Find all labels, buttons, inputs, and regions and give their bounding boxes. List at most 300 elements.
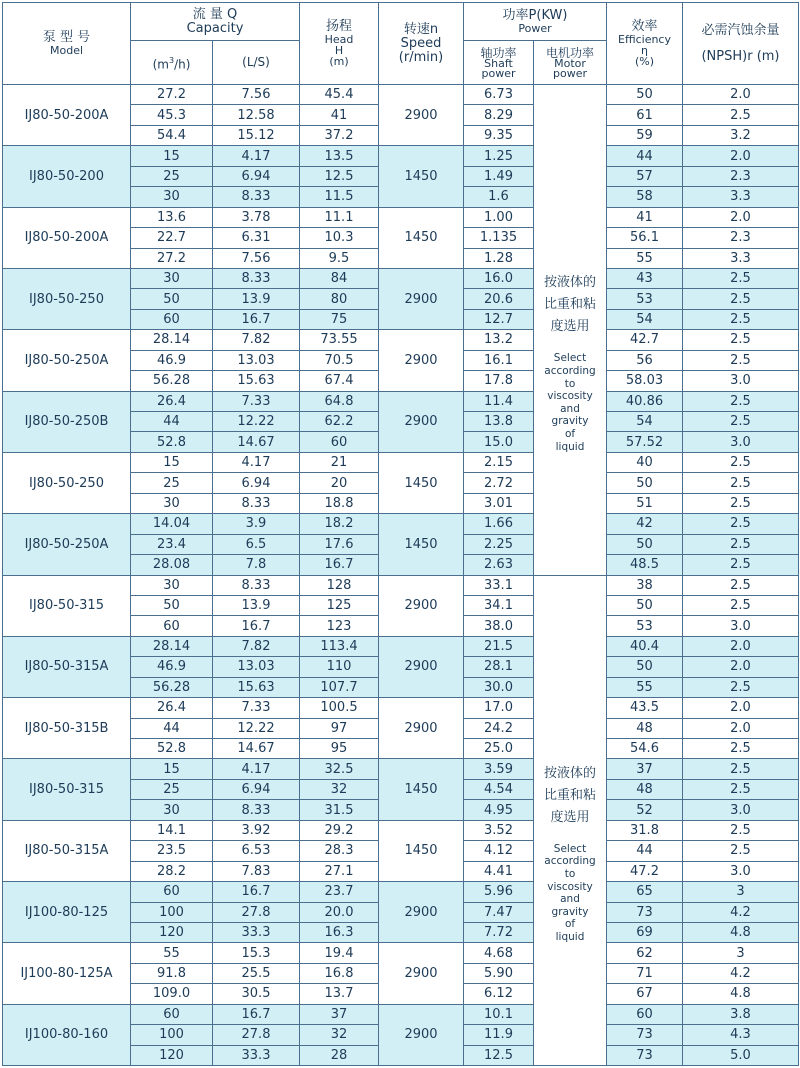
capacity-m3h-cell: 14.04 [131, 514, 213, 534]
npsh-cell: 2.5 [683, 309, 799, 329]
capacity-m3h-cell: 30 [131, 575, 213, 595]
npsh-cell: 3.2 [683, 125, 799, 145]
capacity-ls-cell: 6.53 [213, 841, 300, 861]
motor-power-note [534, 85, 607, 576]
efficiency-cell: 43 [607, 268, 683, 288]
npsh-cell: 2.0 [683, 207, 799, 227]
efficiency-cell: 44 [607, 841, 683, 861]
capacity-ls-cell: 4.17 [213, 759, 300, 779]
header-capacity [131, 3, 300, 41]
model-cell: IJ80-50-250B [3, 391, 131, 452]
capacity-m3h-cell: 109.0 [131, 984, 213, 1004]
capacity-ls-cell: 8.33 [213, 493, 300, 513]
model-cell: IJ80-50-315A [3, 820, 131, 881]
header-motor-en2: power [553, 66, 587, 80]
capacity-ls-cell: 14.67 [213, 739, 300, 759]
capacity-ls-cell: 4.17 [213, 146, 300, 166]
note-en-line: according [544, 855, 596, 868]
npsh-cell: 2.3 [683, 166, 799, 186]
efficiency-cell: 71 [607, 963, 683, 983]
head-cell: 41 [300, 105, 379, 125]
header-power [464, 3, 607, 41]
head-cell: 107.7 [300, 677, 379, 697]
capacity-ls-cell: 13.03 [213, 350, 300, 370]
npsh-cell: 2.5 [683, 514, 799, 534]
header-motor-power [534, 41, 607, 85]
shaft-power-cell: 6.12 [464, 984, 534, 1004]
capacity-ls-cell: 33.3 [213, 1045, 300, 1065]
capacity-ls-cell: 6.94 [213, 473, 300, 493]
npsh-cell: 2.5 [683, 268, 799, 288]
efficiency-cell: 47.2 [607, 861, 683, 881]
capacity-m3h-cell: 30 [131, 187, 213, 207]
shaft-power-cell: 3.52 [464, 820, 534, 840]
efficiency-cell: 50 [607, 534, 683, 554]
efficiency-cell: 41 [607, 207, 683, 227]
header-model [3, 3, 131, 85]
capacity-ls-cell: 7.83 [213, 861, 300, 881]
table-row [3, 820, 799, 840]
npsh-cell: 4.8 [683, 922, 799, 942]
npsh-cell: 3.0 [683, 616, 799, 636]
head-cell: 27.1 [300, 861, 379, 881]
efficiency-cell: 40 [607, 452, 683, 472]
capacity-ls-cell: 16.7 [213, 1004, 300, 1024]
head-cell: 20.0 [300, 902, 379, 922]
header-eff-unit: (%) [634, 55, 655, 68]
note-zh-line: 度选用 [550, 319, 590, 335]
model-cell: IJ100-80-160 [3, 1004, 131, 1065]
head-cell: 100.5 [300, 698, 379, 718]
efficiency-cell: 42 [607, 514, 683, 534]
shaft-power-cell: 4.54 [464, 779, 534, 799]
header-shaft-zh: 轴功率 [480, 45, 517, 60]
npsh-cell: 2.5 [683, 677, 799, 697]
shaft-power-cell: 1.49 [464, 166, 534, 186]
capacity-m3h-cell: 55 [131, 943, 213, 963]
header-npsh-zh: 必需汽蚀余量 [701, 22, 780, 38]
npsh-cell: 3.8 [683, 1004, 799, 1024]
npsh-cell: 2.5 [683, 739, 799, 759]
header-head-unit: (m) [329, 55, 349, 68]
model-cell: IJ80-50-200 [3, 146, 131, 207]
head-cell: 18.2 [300, 514, 379, 534]
header-npsh-en: (NPSH)r (m) [701, 48, 780, 64]
header-npsh [683, 3, 799, 85]
motor-power-note [534, 575, 607, 1066]
speed-cell: 2900 [379, 330, 464, 391]
efficiency-cell: 43.5 [607, 698, 683, 718]
model-cell: IJ100-80-125 [3, 882, 131, 943]
efficiency-cell: 55 [607, 677, 683, 697]
head-cell: 95 [300, 739, 379, 759]
capacity-m3h-cell: 13.6 [131, 207, 213, 227]
capacity-m3h-cell: 52.8 [131, 432, 213, 452]
efficiency-cell: 38 [607, 575, 683, 595]
capacity-m3h-cell: 14.1 [131, 820, 213, 840]
shaft-power-cell: 25.0 [464, 739, 534, 759]
efficiency-cell: 54 [607, 412, 683, 432]
capacity-ls-cell: 8.33 [213, 575, 300, 595]
speed-cell: 1450 [379, 452, 464, 513]
npsh-cell: 2.5 [683, 350, 799, 370]
capacity-ls-cell: 4.17 [213, 452, 300, 472]
efficiency-cell: 58 [607, 187, 683, 207]
shaft-power-cell: 1.00 [464, 207, 534, 227]
capacity-m3h-cell: 56.28 [131, 371, 213, 391]
capacity-m3h-cell: 52.8 [131, 739, 213, 759]
shaft-power-cell: 3.01 [464, 493, 534, 513]
npsh-cell: 2.5 [683, 575, 799, 595]
efficiency-cell: 67 [607, 984, 683, 1004]
npsh-cell: 2.5 [683, 412, 799, 432]
table-row [3, 391, 799, 411]
head-cell: 80 [300, 289, 379, 309]
capacity-ls-cell: 6.31 [213, 228, 300, 248]
npsh-cell: 2.0 [683, 636, 799, 656]
note-en-line: and [560, 402, 580, 415]
head-cell: 11.1 [300, 207, 379, 227]
npsh-cell: 2.0 [683, 718, 799, 738]
header-eff-sym: η [641, 44, 648, 57]
shaft-power-cell: 7.47 [464, 902, 534, 922]
note-en-line: gravity [551, 415, 589, 428]
npsh-cell: 2.0 [683, 657, 799, 677]
model-cell: IJ80-50-250A [3, 330, 131, 391]
efficiency-cell: 40.4 [607, 636, 683, 656]
shaft-power-cell: 11.9 [464, 1025, 534, 1045]
capacity-m3h-cell: 46.9 [131, 657, 213, 677]
speed-cell: 2900 [379, 1004, 464, 1065]
efficiency-cell: 50 [607, 85, 683, 105]
npsh-cell: 2.5 [683, 473, 799, 493]
shaft-power-cell: 10.1 [464, 1004, 534, 1024]
speed-cell: 1450 [379, 514, 464, 575]
unit-m3h-post: /h) [174, 57, 191, 72]
header-shaft-en2: power [481, 66, 516, 80]
capacity-m3h-cell: 56.28 [131, 677, 213, 697]
efficiency-cell: 59 [607, 125, 683, 145]
header-capacity-en: Capacity [186, 20, 244, 36]
capacity-ls-cell: 13.03 [213, 657, 300, 677]
npsh-cell: 4.3 [683, 1025, 799, 1045]
capacity-m3h-cell: 44 [131, 412, 213, 432]
head-cell: 75 [300, 309, 379, 329]
note-en-line: viscosity [547, 390, 593, 403]
head-cell: 11.5 [300, 187, 379, 207]
capacity-ls-cell: 33.3 [213, 922, 300, 942]
note-en-line: and [560, 893, 580, 906]
capacity-ls-cell: 12.22 [213, 412, 300, 432]
npsh-cell: 3.0 [683, 432, 799, 452]
capacity-ls-cell: 3.9 [213, 514, 300, 534]
capacity-ls-cell: 7.33 [213, 698, 300, 718]
head-cell: 12.5 [300, 166, 379, 186]
efficiency-cell: 57 [607, 166, 683, 186]
capacity-m3h-cell: 60 [131, 309, 213, 329]
note-en-line: according [544, 364, 596, 377]
header-motor-en1: Motor [554, 56, 586, 70]
capacity-ls-cell: 12.22 [213, 718, 300, 738]
capacity-m3h-cell: 28.08 [131, 555, 213, 575]
table-row [3, 452, 799, 472]
note-en-line: gravity [551, 905, 589, 918]
shaft-power-cell: 1.28 [464, 248, 534, 268]
speed-cell: 2900 [379, 85, 464, 146]
shaft-power-cell: 24.2 [464, 718, 534, 738]
efficiency-cell: 58.03 [607, 371, 683, 391]
head-cell: 62.2 [300, 412, 379, 432]
capacity-m3h-cell: 25 [131, 779, 213, 799]
npsh-cell: 2.5 [683, 759, 799, 779]
model-cell: IJ80-50-315 [3, 575, 131, 636]
note-zh-line: 按液体的 [543, 765, 596, 781]
npsh-cell: 2.5 [683, 493, 799, 513]
capacity-ls-cell: 7.56 [213, 248, 300, 268]
table-body [3, 85, 799, 1066]
efficiency-cell: 60 [607, 1004, 683, 1024]
capacity-m3h-cell: 28.2 [131, 861, 213, 881]
capacity-ls-cell: 15.63 [213, 677, 300, 697]
efficiency-cell: 40.86 [607, 391, 683, 411]
head-cell: 9.5 [300, 248, 379, 268]
shaft-power-cell: 9.35 [464, 125, 534, 145]
shaft-power-cell: 1.25 [464, 146, 534, 166]
note-en-line: liquid [555, 440, 585, 453]
capacity-m3h-cell: 100 [131, 902, 213, 922]
speed-cell: 2900 [379, 636, 464, 697]
npsh-cell: 2.5 [683, 820, 799, 840]
table-header [3, 3, 799, 85]
npsh-cell: 2.5 [683, 391, 799, 411]
note-zh-line: 比重和粘 [543, 787, 596, 803]
speed-cell: 1450 [379, 820, 464, 881]
shaft-power-cell: 17.8 [464, 371, 534, 391]
capacity-ls-cell: 13.9 [213, 595, 300, 615]
shaft-power-cell: 2.25 [464, 534, 534, 554]
speed-cell: 1450 [379, 759, 464, 820]
shaft-power-cell: 4.68 [464, 943, 534, 963]
efficiency-cell: 61 [607, 105, 683, 125]
capacity-m3h-cell: 50 [131, 289, 213, 309]
capacity-m3h-cell: 27.2 [131, 248, 213, 268]
npsh-cell: 3 [683, 943, 799, 963]
shaft-power-cell: 3.59 [464, 759, 534, 779]
capacity-ls-cell: 8.33 [213, 268, 300, 288]
capacity-m3h-cell: 15 [131, 759, 213, 779]
efficiency-cell: 42.7 [607, 330, 683, 350]
efficiency-cell: 51 [607, 493, 683, 513]
npsh-cell: 2.5 [683, 289, 799, 309]
head-cell: 60 [300, 432, 379, 452]
capacity-m3h-cell: 25 [131, 473, 213, 493]
efficiency-cell: 73 [607, 902, 683, 922]
capacity-m3h-cell: 23.5 [131, 841, 213, 861]
capacity-ls-cell: 6.94 [213, 166, 300, 186]
note-zh-line: 按液体的 [543, 275, 596, 291]
shaft-power-cell: 2.72 [464, 473, 534, 493]
note-en-line: of [564, 427, 576, 440]
speed-cell: 2900 [379, 575, 464, 636]
npsh-cell: 2.5 [683, 779, 799, 799]
capacity-ls-cell: 7.33 [213, 391, 300, 411]
head-cell: 110 [300, 657, 379, 677]
capacity-ls-cell: 12.58 [213, 105, 300, 125]
head-cell: 16.3 [300, 922, 379, 942]
header-speed-unit: (r/min) [398, 49, 444, 65]
head-cell: 20 [300, 473, 379, 493]
shaft-power-cell: 20.6 [464, 289, 534, 309]
header-efficiency [607, 3, 683, 85]
efficiency-cell: 31.8 [607, 820, 683, 840]
npsh-cell: 5.0 [683, 1045, 799, 1065]
shaft-power-cell: 11.4 [464, 391, 534, 411]
note-en-line: Select [553, 352, 587, 365]
capacity-m3h-cell: 30 [131, 800, 213, 820]
model-cell: IJ80-50-250 [3, 452, 131, 513]
capacity-m3h-cell: 23.4 [131, 534, 213, 554]
capacity-ls-cell: 16.7 [213, 882, 300, 902]
shaft-power-cell: 4.95 [464, 800, 534, 820]
head-cell: 37.2 [300, 125, 379, 145]
capacity-ls-cell: 3.92 [213, 820, 300, 840]
note-en-line: to [564, 868, 576, 881]
model-cell: IJ80-50-200A [3, 207, 131, 268]
head-cell: 17.6 [300, 534, 379, 554]
shaft-power-cell: 5.90 [464, 963, 534, 983]
model-cell: IJ80-50-315A [3, 636, 131, 697]
npsh-cell: 2.0 [683, 146, 799, 166]
efficiency-cell: 54.6 [607, 739, 683, 759]
capacity-m3h-cell: 60 [131, 616, 213, 636]
npsh-cell: 2.5 [683, 105, 799, 125]
header-head-zh: 扬程 [325, 19, 352, 34]
header-head-sym: H [334, 44, 344, 57]
pump-performance-table [2, 2, 799, 1066]
capacity-ls-cell: 16.7 [213, 309, 300, 329]
efficiency-cell: 48 [607, 718, 683, 738]
shaft-power-cell: 12.7 [464, 309, 534, 329]
head-cell: 18.8 [300, 493, 379, 513]
speed-cell: 1450 [379, 146, 464, 207]
shaft-power-cell: 30.0 [464, 677, 534, 697]
capacity-m3h-cell: 44 [131, 718, 213, 738]
efficiency-cell: 56.1 [607, 228, 683, 248]
npsh-cell: 3.3 [683, 248, 799, 268]
shaft-power-cell: 4.41 [464, 861, 534, 881]
capacity-ls-cell: 7.8 [213, 555, 300, 575]
head-cell: 45.4 [300, 85, 379, 105]
head-cell: 23.7 [300, 882, 379, 902]
capacity-ls-cell: 16.7 [213, 616, 300, 636]
header-speed-zh: 转速n [403, 21, 439, 37]
capacity-ls-cell: 7.82 [213, 330, 300, 350]
capacity-m3h-cell: 15 [131, 146, 213, 166]
head-cell: 128 [300, 575, 379, 595]
header-capacity-zh: 流 量 Q [192, 6, 238, 22]
speed-cell: 1450 [379, 207, 464, 268]
head-cell: 37 [300, 1004, 379, 1024]
capacity-m3h-cell: 60 [131, 1004, 213, 1024]
capacity-ls-cell: 30.5 [213, 984, 300, 1004]
shaft-power-cell: 28.1 [464, 657, 534, 677]
speed-cell: 2900 [379, 882, 464, 943]
unit-m3h-sup: 3 [168, 55, 175, 65]
efficiency-cell: 55 [607, 248, 683, 268]
efficiency-cell: 56 [607, 350, 683, 370]
model-cell: IJ80-50-315 [3, 759, 131, 820]
header-shaft-power [464, 41, 534, 85]
efficiency-cell: 73 [607, 1025, 683, 1045]
shaft-power-cell: 13.2 [464, 330, 534, 350]
header-power-en: Power [518, 22, 552, 35]
capacity-ls-cell: 15.12 [213, 125, 300, 145]
capacity-m3h-cell: 15 [131, 452, 213, 472]
head-cell: 16.8 [300, 963, 379, 983]
npsh-cell: 4.2 [683, 902, 799, 922]
capacity-m3h-cell: 26.4 [131, 391, 213, 411]
capacity-ls-cell: 7.56 [213, 85, 300, 105]
note-en-line: viscosity [547, 880, 593, 893]
head-cell: 113.4 [300, 636, 379, 656]
header-power-zh: 功率P(KW) [502, 8, 568, 23]
table-row [3, 207, 799, 227]
shaft-power-cell: 1.66 [464, 514, 534, 534]
efficiency-cell: 52 [607, 800, 683, 820]
capacity-ls-cell: 3.78 [213, 207, 300, 227]
capacity-m3h-cell: 120 [131, 922, 213, 942]
npsh-cell: 2.5 [683, 595, 799, 615]
npsh-cell: 3.3 [683, 187, 799, 207]
header-shaft-en1: Shaft [484, 56, 513, 70]
shaft-power-cell: 12.5 [464, 1045, 534, 1065]
head-cell: 13.7 [300, 984, 379, 1004]
capacity-ls-cell: 6.5 [213, 534, 300, 554]
head-cell: 10.3 [300, 228, 379, 248]
table-row [3, 636, 799, 656]
capacity-m3h-cell: 30 [131, 493, 213, 513]
head-cell: 97 [300, 718, 379, 738]
header-head [300, 3, 379, 85]
note-zh-line: 度选用 [550, 809, 590, 825]
shaft-power-cell: 13.8 [464, 412, 534, 432]
shaft-power-cell: 34.1 [464, 595, 534, 615]
npsh-cell: 2.3 [683, 228, 799, 248]
capacity-m3h-cell: 28.14 [131, 330, 213, 350]
capacity-ls-cell: 27.8 [213, 902, 300, 922]
shaft-power-cell: 2.63 [464, 555, 534, 575]
capacity-ls-cell: 15.3 [213, 943, 300, 963]
capacity-ls-cell: 7.82 [213, 636, 300, 656]
note-zh-line: 比重和粘 [543, 297, 596, 313]
model-cell: IJ80-50-315B [3, 698, 131, 759]
npsh-cell: 3.0 [683, 800, 799, 820]
efficiency-cell: 53 [607, 289, 683, 309]
npsh-cell: 2.0 [683, 85, 799, 105]
head-cell: 32 [300, 1025, 379, 1045]
table-row [3, 698, 799, 718]
capacity-m3h-cell: 28.14 [131, 636, 213, 656]
table-row [3, 146, 799, 166]
shaft-power-cell: 16.0 [464, 268, 534, 288]
header-capacity-m3h [131, 41, 213, 85]
note-en-line: liquid [555, 931, 585, 944]
header-speed [379, 3, 464, 85]
npsh-cell: 2.5 [683, 841, 799, 861]
table-row [3, 85, 799, 105]
shaft-power-cell: 8.29 [464, 105, 534, 125]
capacity-m3h-cell: 45.3 [131, 105, 213, 125]
